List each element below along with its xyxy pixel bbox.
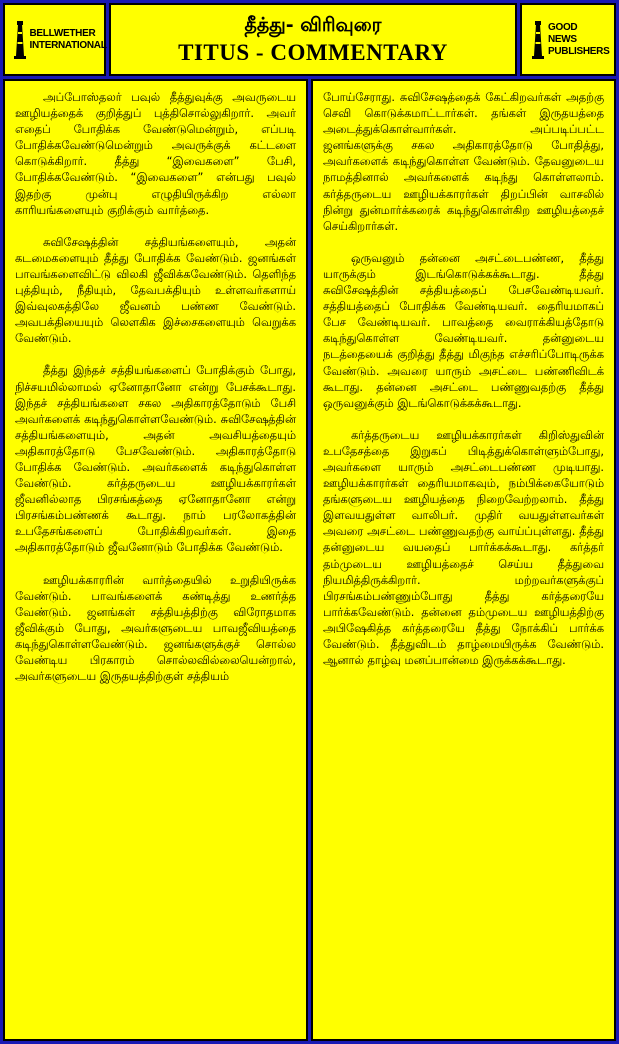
- paragraph: கர்த்தருடைய ஊழியக்காரர்கள் கிறிஸ்துவின் உபதேசத்தை இறுகப் பிடித்துக்கொள்ளும்போது, அவர்களை யாரும் அசட்டைபண்ண முடியாது. ஊழியக்காரர்கள் தைரியமாகவும், நம்பிக்கையோடும் தங்களுடைய ஊழியத்தை நிறைவேற்றலாம். தீத்து இளவயதுள்ள வாலிபர். முதிர் வயதுள்ளவர்கள் அவரை அசட்டை பண்ணுவதற்கு வாய்ப்புள்ளது. தீத்து தன்னுடைய வயதைப் பார்க்கக்கூடாது. கர்த்தர் தம்முடைய ஊழியத்தைச் செய்ய தீத்துவை நியமித்திருக்கிறார். மற்றவர்களுக்குப் பிரசங்கம்பண்ணும்போது தீத்து கர்த்தரையே பார்க்கவேண்டும். தன்னை தம்முடைய ஊழியத்திற்கு அபிஷேகித்த கர்த்தரையே தீத்து நோக்கிப் பார்க்க வேண்டும். தீத்துவிடம் தாழ்மையிருக்க வேண்டும். ஆனால் தாழ்வு மனப்பான்மை இருக்கக்கூடாது.: [323, 427, 604, 668]
- title-box: [109, 3, 517, 76]
- paragraph: ஒருவனும் தன்னை அசட்டைபண்ண, தீத்து யாருக்கும் இடங்கொடுக்கக்கூடாது. தீத்து சுவிசேஷத்தின் சத்தியத்தைப் பேசவேண்டியவர். சத்தியத்தைப் போதிக்க வேண்டியவர். தைரியமாகப் பேச வேண்டியவர். பாவத்தை வைராக்கியத்தோடு கடிந்துகொள்ள வேண்டியவர். தன்னுடைய நடத்தையைக் குறித்து தீத்து மிகுந்த எச்சரிப்போடிருக்க வேண்டும். அவரை யாரும் அசட்டை பண்ணிவிடக் கூடாது. தன்னை அசட்டை பண்ணுவதற்கு தீத்து ஒருவனுக்கும் இடங்கொடுக்கக்கூடாது.: [323, 250, 604, 410]
- page-title-tamil: தீத்து- விரிவுரை: [244, 13, 382, 36]
- lighthouse-icon: [12, 20, 28, 60]
- left-logo-text: BELLWETHER INTERNATIONAL: [29, 27, 107, 51]
- right-column: [311, 79, 616, 1041]
- paragraph: சுவிசேஷத்தின் சத்தியங்களையும், அதன் கடமைகளையும் தீத்து போதிக்க வேண்டும். ஜனங்கள் பாவங்களைவிட்டு விலகி ஜீவிக்கவேண்டும். தெளிந்த புத்தியும், நீதியும், தேவபக்தியும் உள்ளவர்களாய் இவ்வுலகத்திலே ஜீவனம் பண்ண வேண்டும். அவபக்தியையும் லௌகிக இச்சைகளையும் வெறுக்க வேண்டும்.: [15, 234, 296, 346]
- lighthouse-icon: [530, 20, 546, 60]
- paragraph: ஊழியக்காரரின் வார்த்தையில் உறுதியிருக்க வேண்டும். பாவங்களைக் கண்டித்து உணர்த்த வேண்டும். ஜனங்கள் சத்தியத்திற்கு விரோதமாக ஜீவிக்கும் போது, அவர்களுடைய பாவஜீவியத்தை கடிந்துகொள்ளவேண்டும். ஜனங்களுக்குச் சொல்ல வேண்டிய பிரகாரம் சொல்லவில்லையென்றால், அவர்களுடைய இருதயத்திற்குள் சத்தியம்: [15, 572, 296, 684]
- publisher-logo-right: [520, 3, 616, 76]
- publisher-logo-left: [3, 3, 106, 76]
- paragraph: போய்சேராது. சுவிசேஷத்தைக் கேட்கிறவர்கள் அதற்கு செவி கொடுக்கமாட்டார்கள். தங்கள் இருதயத்தை அடைத்துக்கொள்வார்கள். அப்படிப்பட்ட ஜனங்களுக்கு சகல அதிகாரத்தோடு போதித்து, அவர்களைக் கடிந்துகொள்ள வேண்டும். தேவனுடைய நாமத்தினால் அவர்களைக் கடிந்து கொள்ளலாம். கர்த்தருடைய ஊழியக்காரர்கள் திறப்பின் வாசலில் நின்று துன்மார்க்கரைக் கடிந்துகொள்கிற ஊழியத்தைச் செய்கிறார்கள்.: [323, 90, 604, 233]
- page-title-english: TITUS - COMMENTARY: [178, 39, 448, 65]
- left-column: [3, 79, 308, 1041]
- paragraph: அப்போஸ்தலர் பவுல் தீத்துவுக்கு அவருடைய ஊழியத்தைக் குறித்துப் புத்திசொல்லுகிறார். அவர் எதைப் போதிக்க வேண்டுமென்றும், எப்படி போதிக்கவேண்டுமென்றும் அவருக்குக் கட்டளை கொடுக்கிறார். தீத்து “இவைகளை” பேசி, போதிக்கவேண்டும். “இவைகளை” என்பது பவுல் இதற்கு முன்பு எழுதியிருக்கிற எல்லா காரியங்களையும் குறிக்கும் வார்த்தை.: [15, 90, 296, 217]
- header: [3, 3, 616, 76]
- commentary-columns: [3, 79, 616, 1041]
- paragraph: தீத்து இந்தச் சத்தியங்களைப் போதிக்கும் போது, நிச்சயமில்லாமல் ஏனோதானோ என்று பேசக்கூடாது. இந்தச் சத்தியங்களை சகல அதிகாரத்தோடும் பேசி அவர்களைக் கடிந்துகொள்ளவேண்டும். சுவிசேஷத்தின் சத்தியங்களையும், அதன் அவசியத்தையும் அதிகாரத்தோடு பேசவேண்டும். அதிகாரத்தோடு போதிக்க வேண்டும். அவர்களைக் கடிந்துகொள்ள வேண்டும். கர்த்தருடைய ஊழியக்காரர்கள் ஜீவனில்லாத பிரசங்கத்தை ஏனோதானோ என்று பிரசங்கம்பண்ணக் கூடாது. நாம் பரலோகத்தின் உபதேசங்களைப் போதிக்கிறவர்கள். இதை அதிகாரத்தோடும் ஜீவனோடும் போதிக்க வேண்டும்.: [15, 363, 296, 555]
- right-logo-text: GOOD NEWS PUBLISHERS: [548, 21, 610, 57]
